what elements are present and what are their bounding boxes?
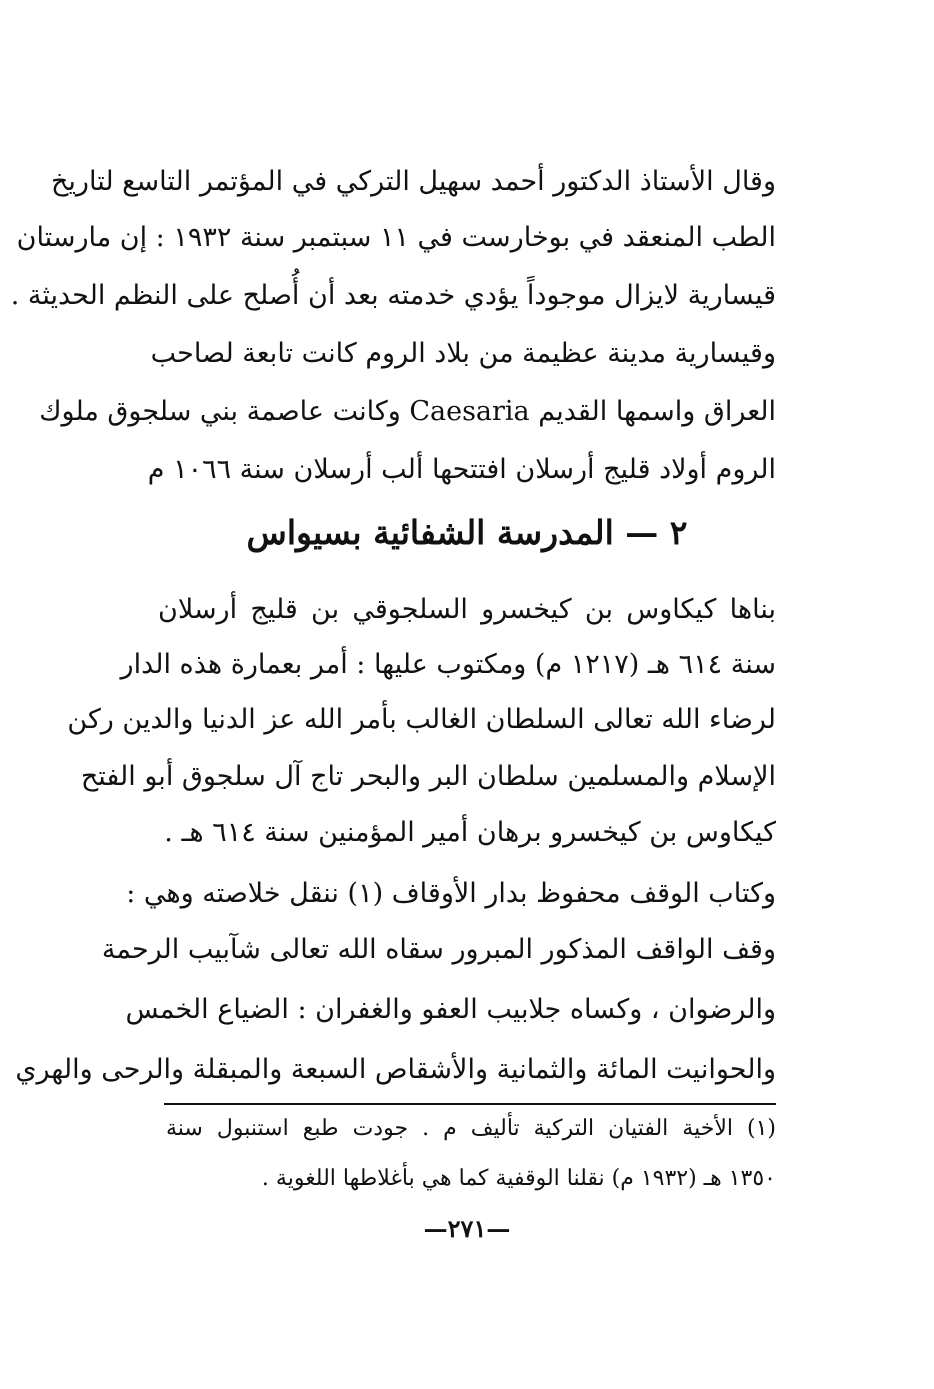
section-heading: ٢ — المدرسة الشفائية بسيواس [246,513,688,552]
text-line: الروم أولاد قليج أرسلان افتتحها ألب أرسلان سنة ١٠٦٦ م [147,454,776,485]
text-line: العراق واسمها القديم Caesaria وكانت عاصمة بني سلجوق ملوك [39,396,776,427]
footnote-line: (١) الأخية الفتيان التركية تأليف م . جودت طبع استنبول سنة [166,1116,776,1141]
text-line: وقف الواقف المذكور المبرور سقاه الله تعالى شآبيب الرحمة [101,934,776,965]
footnote-line: ١٣٥٠ هـ (١٩٣٢ م) نقلنا الوقفية كما هي بأغلاطها اللغوية . [261,1166,776,1191]
text-line: لرضاء الله تعالى السلطان الغالب بأمر الله عز الدنيا والدين ركن [67,704,776,735]
text-line: الإسلام والمسلمين سلطان البر والبحر تاج آل سلجوق أبو الفتح [80,761,776,792]
text-line: وكتاب الوقف محفوظ بدار الأوقاف (١) ننقل خلاصته وهي : [126,878,776,909]
text-line: بناها كيكاوس بن كيخسرو السلجوقي بن قليج أرسلان [158,594,776,625]
text-line: وقال الأستاذ الدكتور أحمد سهيل التركي في المؤتمر التاسع لتاريخ [50,166,776,197]
text-line: وقيسارية مدينة عظيمة من بلاد الروم كانت تابعة لصاحب [150,338,776,369]
text-line: قيسارية لايزال موجوداً يؤدي خدمته بعد أن أُصلح على النظم الحديثة . [10,280,776,311]
text-line: كيكاوس بن كيخسرو برهان أمير المؤمنين سنة ٦١٤ هـ . [164,817,776,848]
text-line: سنة ٦١٤ هـ (١٢١٧ م) ومكتوب عليها : أمر بعمارة هذه الدار [120,649,776,680]
text-line: الطب المنعقد في بوخارست في ١١ سبتمبر سنة ١٩٣٢ : إن مارستان [16,222,776,253]
text-line: والرضوان ، وكساه جلابيب العفو والغفران : الضياع الخمس [125,994,776,1025]
footnote-divider [164,1103,776,1105]
page-number: —٢٧١— [423,1214,511,1243]
text-line: والحوانيت المائة والثمانية والأشقاص السبعة والمبقلة والرحى والهري [15,1054,776,1085]
